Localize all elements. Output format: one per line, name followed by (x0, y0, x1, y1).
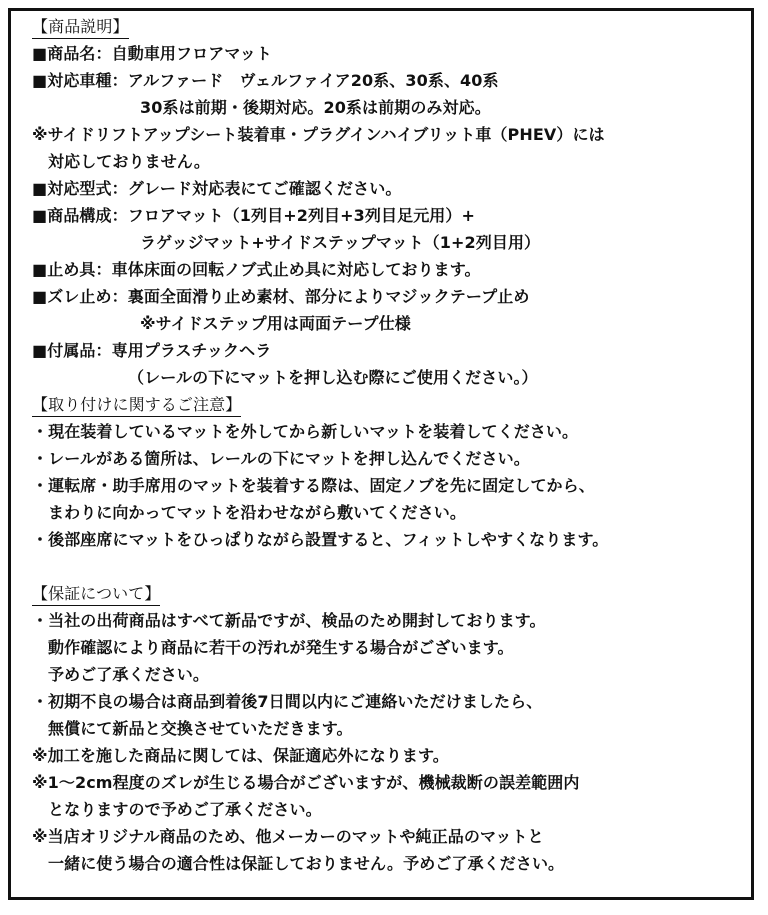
note-line-1: ※サイドリフトアップシート装着車・プラグインハイブリット車（PHEV）には (32, 125, 605, 144)
warranty-item-1c: 予めご了承ください。 (48, 665, 210, 684)
antislip-line-2: ※サイドステップ用は両面テープ仕様 (140, 314, 411, 333)
antislip-line-1: ■ズレ止め：裏面全面滑り止め素材、部分によりマジックテープ止め (32, 287, 530, 306)
composition-line-1: ■商品構成：フロアマット（1列目+2列目+3列目足元用）+ (32, 206, 475, 225)
product-name: ■商品名：自動車用フロアマット (32, 44, 272, 63)
warranty-item-1b: 動作確認により商品に若干の汚れが発生する場合がございます。 (48, 638, 514, 657)
warranty-note-3a: ※当店オリジナル商品のため、他メーカーのマットや純正品のマットと (32, 827, 544, 846)
vehicle-line-1: ■対応車種：アルファード ヴェルファイア20系、30系、40系 (32, 71, 499, 90)
section-warranty (32, 580, 744, 607)
fastener-line: ■止め具：車体床面の回転ノブ式止め具に対応しております。 (32, 260, 481, 279)
installation-item-2: ・レールがある箇所は、レールの下にマットを押し込んでください。 (32, 449, 530, 468)
installation-item-3b: まわりに向かってマットを沿わせながら敷いてください。 (48, 503, 466, 522)
section-product (32, 13, 744, 40)
warranty-heading: 【保証について】 (32, 583, 160, 606)
installation-item-4: ・後部座席にマットをひっぱりながら設置すると、フィットしやすくなります。 (32, 530, 609, 549)
section-installation (32, 391, 744, 418)
warranty-note-2a: ※1～2cm程度のズレが生じる場合がございますが、機械裁断の誤差範囲内 (32, 773, 580, 792)
product-description (32, 13, 744, 877)
note-line-2: 対応しておりません。 (48, 152, 210, 171)
accessory-line-2: （レールの下にマットを押し込む際にご使用ください。） (128, 368, 538, 387)
warranty-note-1: ※加工を施した商品に関しては、保証適応外になります。 (32, 746, 449, 765)
warranty-note-3b: 一緒に使う場合の適合性は保証しておりません。予めご了承ください。 (48, 854, 565, 873)
product-heading: 【商品説明】 (32, 16, 129, 39)
warranty-note-2b: となりますので予めご了承ください。 (48, 800, 322, 819)
warranty-item-1a: ・当社の出荷商品はすべて新品ですが、検品のため開封しております。 (32, 611, 546, 630)
warranty-item-2a: ・初期不良の場合は商品到着後7日間以内にご連絡いただけましたら、 (32, 692, 543, 711)
vehicle-line-2: 30系は前期・後期対応。20系は前期のみ対応。 (140, 98, 491, 117)
composition-line-2: ラゲッジマット+サイドステップマット（1+2列目用） (140, 233, 541, 252)
accessory-line-1: ■付属品：専用プラスチックヘラ (32, 341, 272, 360)
model-line: ■対応型式：グレード対応表にてご確認ください。 (32, 179, 402, 198)
installation-item-3a: ・運転席・助手席用のマットを装着する際は、固定ノブを先に固定してから、 (32, 476, 595, 495)
installation-item-1: ・現在装着しているマットを外してから新しいマットを装着してください。 (32, 422, 579, 441)
warranty-item-2b: 無償にて新品と交換させていただきます。 (48, 719, 353, 738)
spacer (32, 553, 744, 580)
installation-heading: 【取り付けに関するご注意】 (32, 394, 241, 417)
